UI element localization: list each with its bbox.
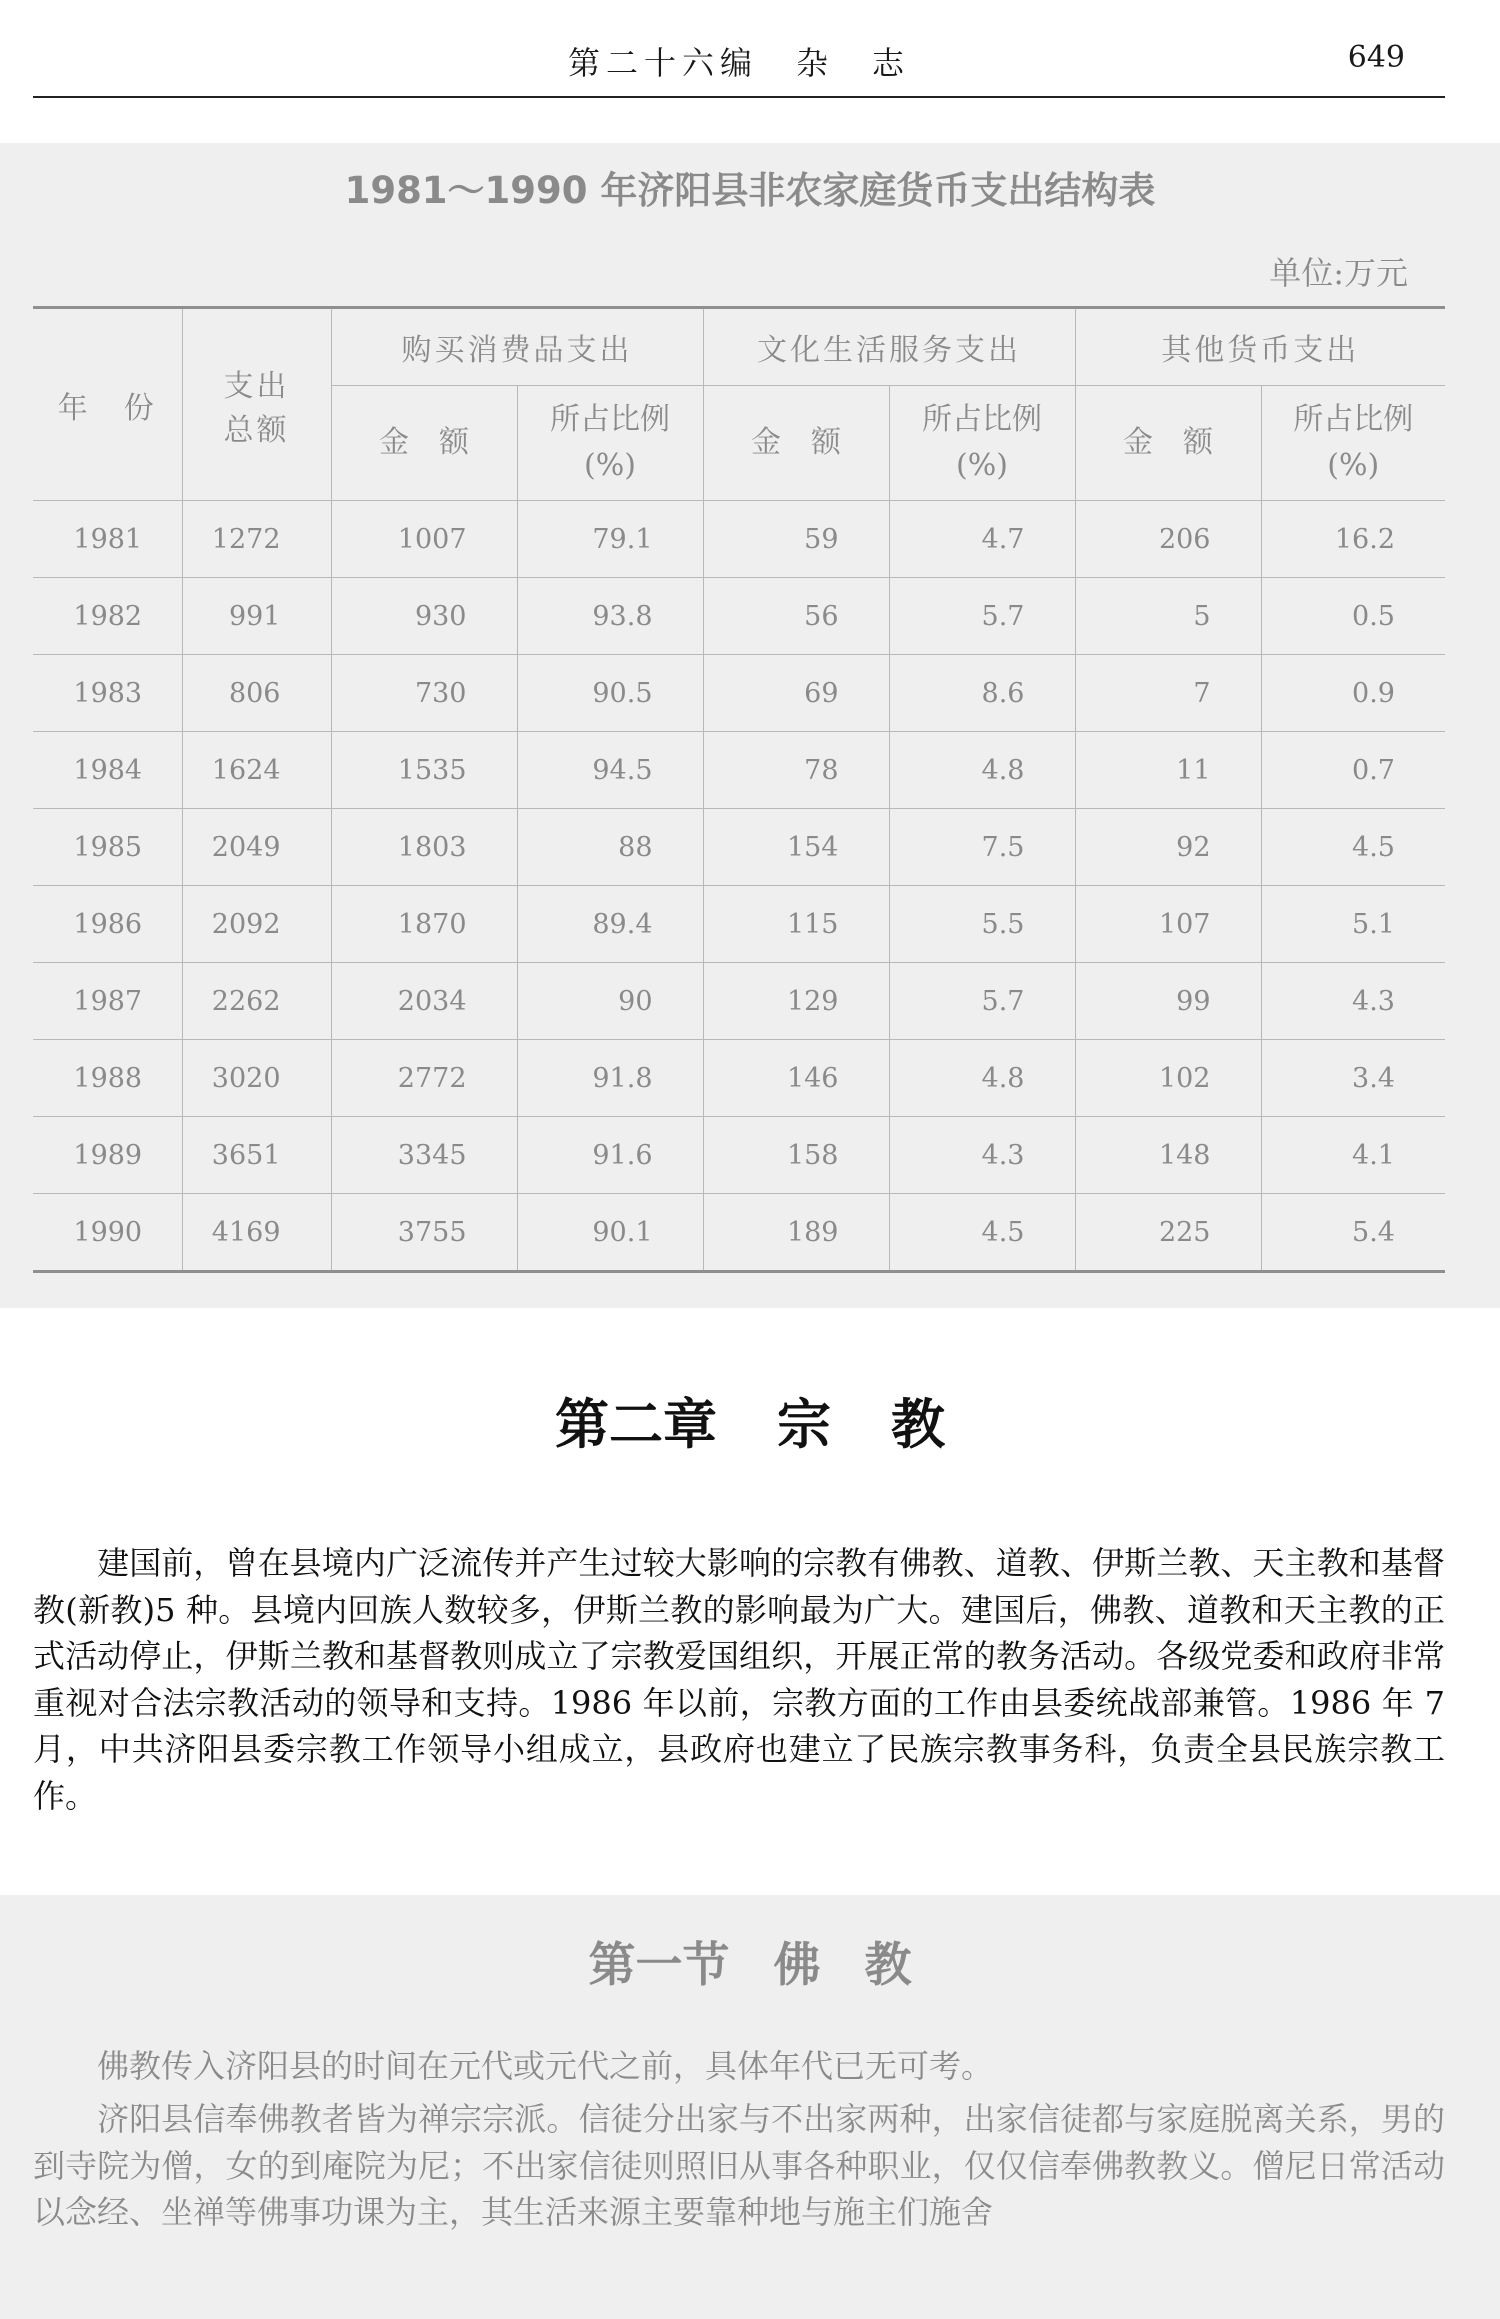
table-cell: 1981 — [33, 501, 182, 578]
table-cell: 5.4 — [1261, 1194, 1445, 1272]
table-row — [33, 655, 1445, 732]
section-paragraph-1: 佛教传入济阳县的时间在元代或元代之前，具体年代已无可考。 — [97, 2047, 994, 2085]
expenditure-table — [33, 306, 1445, 1273]
chapter-title — [0, 1382, 1500, 1459]
table-cell: 91.8 — [517, 1040, 703, 1117]
table-cell: 102 — [1075, 1040, 1261, 1117]
section-paragraph-2: 济阳县信奉佛教者皆为禅宗宗派。信徒分出家与不出家两种，出家信徒都与家庭脱离关系，男的到寺院为僧，女的到庵院为尼；不出家信徒则照旧从事各种职业，仅仅信奉佛教教义。僧尼日常活动以念经、坐禅等佛事功课为主，其生活来源主要靠种地与施主们施舍 — [33, 2100, 1445, 2231]
table-unit: 单位:万元 — [1269, 254, 1408, 292]
chapter-title-number: 第二章 — [555, 1392, 717, 1456]
table-cell: 1870 — [331, 886, 517, 963]
table-cell: 930 — [331, 578, 517, 655]
page-number: 649 — [1347, 40, 1405, 75]
table-cell: 92 — [1075, 809, 1261, 886]
table-cell: 1803 — [331, 809, 517, 886]
table-cell: 806 — [182, 655, 331, 732]
chapter-title-word1: 宗 — [777, 1392, 831, 1456]
table-cell: 1983 — [33, 655, 182, 732]
table-cell: 7 — [1075, 655, 1261, 732]
table-cell: 79.1 — [517, 501, 703, 578]
table-cell: 8.6 — [889, 655, 1075, 732]
table-cell: 91.6 — [517, 1117, 703, 1194]
table-row — [33, 963, 1445, 1040]
table-body — [33, 501, 1445, 1272]
header-ratio: 所占比例 (%) — [517, 386, 703, 501]
table-cell: 5 — [1075, 578, 1261, 655]
table-cell: 1986 — [33, 886, 182, 963]
table-cell: 2262 — [182, 963, 331, 1040]
table-cell: 4.8 — [889, 1040, 1075, 1117]
table-row — [33, 809, 1445, 886]
table-cell: 991 — [182, 578, 331, 655]
table-cell: 4.3 — [1261, 963, 1445, 1040]
table-cell: 1984 — [33, 732, 182, 809]
table-cell: 0.9 — [1261, 655, 1445, 732]
table-title: 1981～1990 年济阳县非农家庭货币支出结构表 — [344, 169, 1156, 212]
table-cell: 90 — [517, 963, 703, 1040]
table-cell: 4.8 — [889, 732, 1075, 809]
table-cell: 146 — [703, 1040, 889, 1117]
table-cell: 4.1 — [1261, 1117, 1445, 1194]
table-cell: 1990 — [33, 1194, 182, 1272]
table-cell: 154 — [703, 809, 889, 886]
table-cell: 4.5 — [889, 1194, 1075, 1272]
table-cell: 1535 — [331, 732, 517, 809]
header-total-line1: 支出 — [223, 368, 290, 404]
table-cell: 129 — [703, 963, 889, 1040]
table-cell: 4169 — [182, 1194, 331, 1272]
table-cell: 69 — [703, 655, 889, 732]
table-cell: 3345 — [331, 1117, 517, 1194]
header-amount: 金 额 — [331, 386, 517, 501]
table-cell: 99 — [1075, 963, 1261, 1040]
table-row — [33, 1117, 1445, 1194]
table-cell: 16.2 — [1261, 501, 1445, 578]
table-cell: 1988 — [33, 1040, 182, 1117]
table-cell: 5.1 — [1261, 886, 1445, 963]
table-cell: 4.3 — [889, 1117, 1075, 1194]
header-ratio: 所占比例 (%) — [889, 386, 1075, 501]
table-cell: 1985 — [33, 809, 182, 886]
table-row — [33, 1194, 1445, 1272]
table-cell: 158 — [703, 1117, 889, 1194]
table-cell: 115 — [703, 886, 889, 963]
header-ratio: 所占比例 (%) — [1261, 386, 1445, 501]
table-cell: 90.1 — [517, 1194, 703, 1272]
table-cell: 3020 — [182, 1040, 331, 1117]
running-header-title: 第二十六编 杂 志 — [567, 44, 910, 82]
table-cell: 3755 — [331, 1194, 517, 1272]
header-year: 年 份 — [33, 308, 182, 501]
table-cell: 1624 — [182, 732, 331, 809]
table-cell: 189 — [703, 1194, 889, 1272]
table-cell: 59 — [703, 501, 889, 578]
table-cell: 5.7 — [889, 963, 1075, 1040]
table-cell: 2034 — [331, 963, 517, 1040]
table-cell: 2049 — [182, 809, 331, 886]
table-cell: 7.5 — [889, 809, 1075, 886]
table-cell: 56 — [703, 578, 889, 655]
section-title — [0, 1928, 1500, 1995]
section-title-number: 第一节 — [588, 1938, 730, 1993]
table-cell: 2092 — [182, 886, 331, 963]
page-header — [33, 30, 1445, 98]
chapter-paragraph: 建国前，曾在县境内广泛流传并产生过较大影响的宗教有佛教、道教、伊斯兰教、天主教和基督教(新教)5 种。县境内回族人数较多，伊斯兰教的影响最为广大。建国后，佛教、道教和天主教的正式活动停止，伊斯兰教和基督教则成立了宗教爱国组织，开展正常的教务活动。各级党委和政府非常重视对合法宗教活动的领导和支持。1986 年以前，宗教方面的工作由县委统战部兼管。1986 年 7 月，中共济阳县委宗教工作领导小组成立，县政府也建立了民族宗教事务科，负责全县民族宗教工作。 — [33, 1544, 1445, 1815]
table-row — [33, 501, 1445, 578]
table-cell: 88 — [517, 809, 703, 886]
table-cell: 1987 — [33, 963, 182, 1040]
header-amount: 金 额 — [1075, 386, 1261, 501]
table-cell: 0.5 — [1261, 578, 1445, 655]
table-row — [33, 1040, 1445, 1117]
table-cell: 1007 — [331, 501, 517, 578]
table-cell: 1272 — [182, 501, 331, 578]
table-cell: 206 — [1075, 501, 1261, 578]
table-cell: 730 — [331, 655, 517, 732]
table-cell: 0.7 — [1261, 732, 1445, 809]
table-cell: 94.5 — [517, 732, 703, 809]
table-cell: 3651 — [182, 1117, 331, 1194]
table-cell: 78 — [703, 732, 889, 809]
chapter-title-word2: 教 — [891, 1392, 945, 1456]
table-cell: 89.4 — [517, 886, 703, 963]
header-group-cultural: 文化生活服务支出 — [703, 308, 1075, 386]
header-group-consumer: 购买消费品支出 — [331, 308, 703, 386]
table-cell: 93.8 — [517, 578, 703, 655]
table-row — [33, 578, 1445, 655]
header-amount: 金 额 — [703, 386, 889, 501]
table-cell: 11 — [1075, 732, 1261, 809]
header-total-line2: 总额 — [223, 412, 290, 448]
table-cell: 4.5 — [1261, 809, 1445, 886]
header-total — [182, 308, 331, 501]
table-cell: 90.5 — [517, 655, 703, 732]
table-cell: 2772 — [331, 1040, 517, 1117]
table-cell: 3.4 — [1261, 1040, 1445, 1117]
table-cell: 5.5 — [889, 886, 1075, 963]
table-cell: 5.7 — [889, 578, 1075, 655]
table-cell: 4.7 — [889, 501, 1075, 578]
table-cell: 225 — [1075, 1194, 1261, 1272]
table-row — [33, 732, 1445, 809]
table-cell: 1989 — [33, 1117, 182, 1194]
table-row — [33, 886, 1445, 963]
section-title-word1: 佛 — [773, 1938, 821, 1993]
table-cell: 107 — [1075, 886, 1261, 963]
section-title-word2: 教 — [864, 1938, 912, 1993]
header-group-other: 其他货币支出 — [1075, 308, 1445, 386]
table-cell: 148 — [1075, 1117, 1261, 1194]
table-cell: 1982 — [33, 578, 182, 655]
